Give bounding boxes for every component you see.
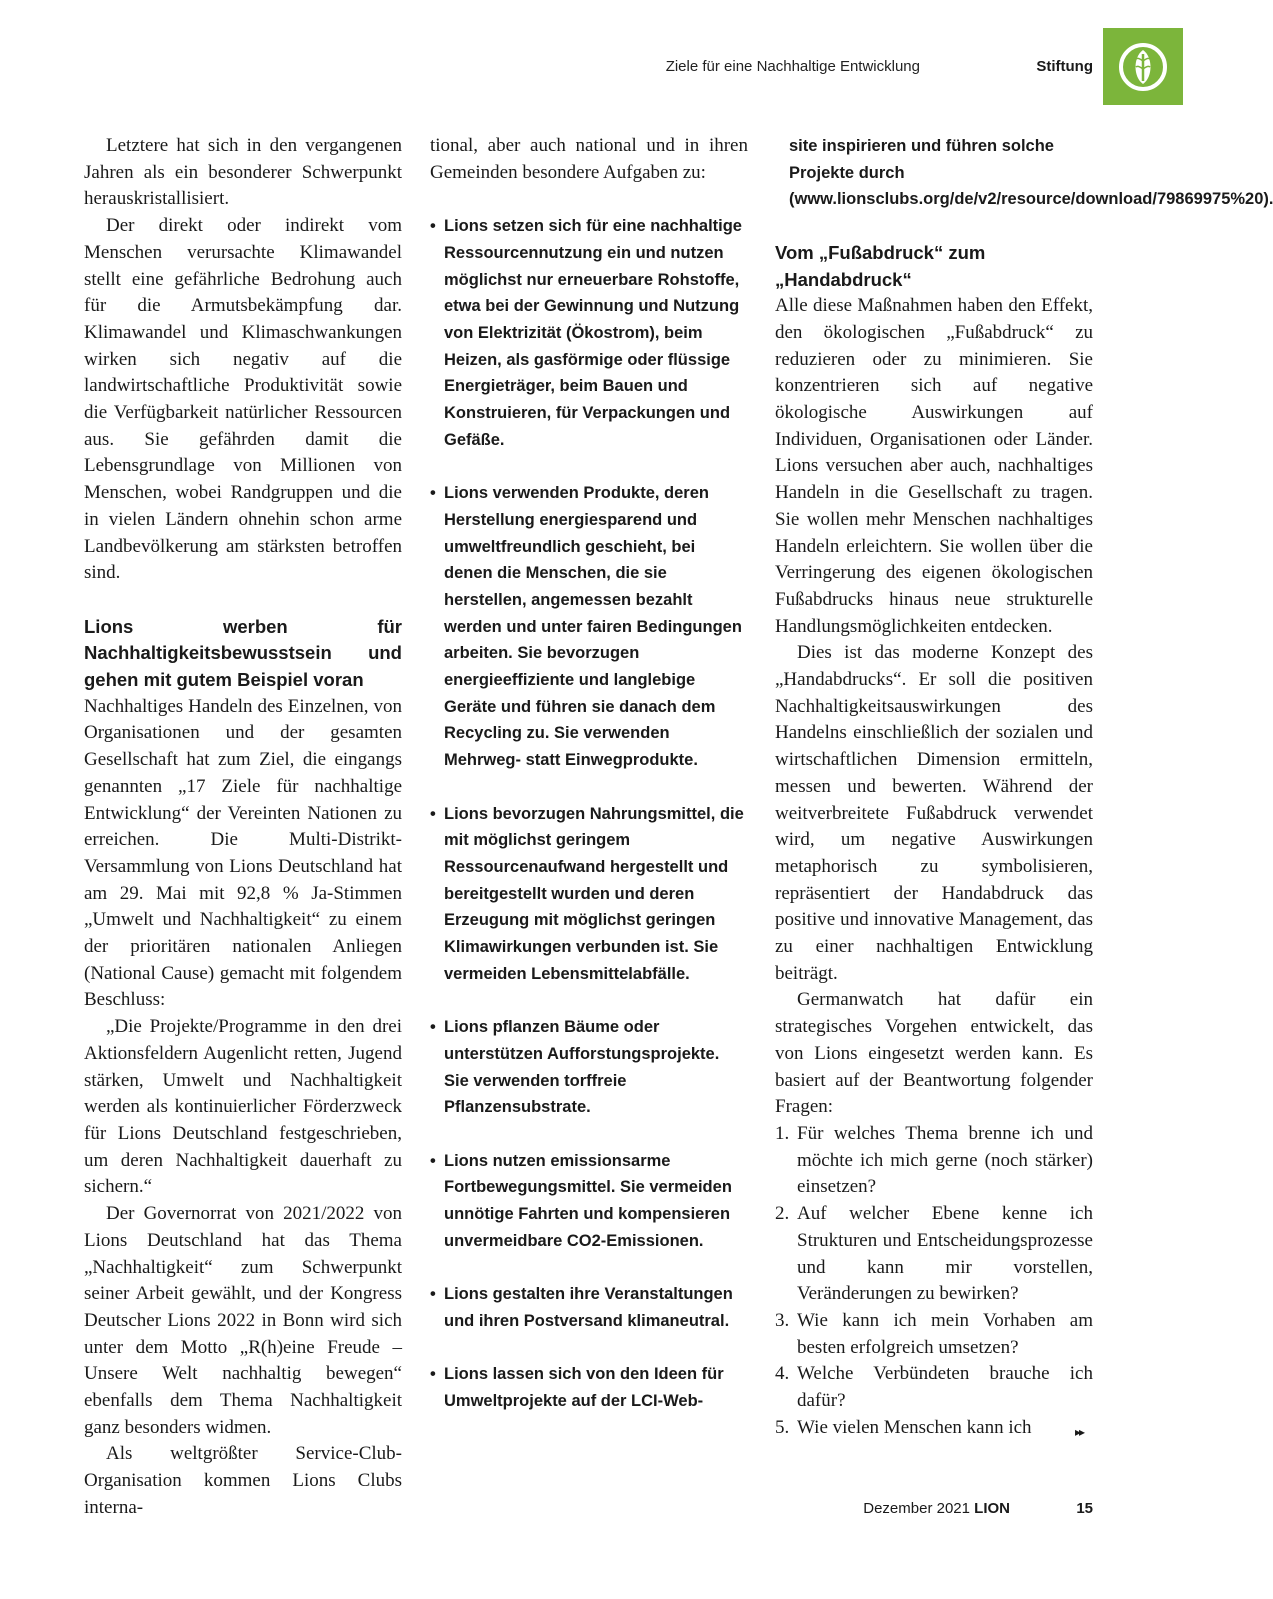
list-item: • Lions lassen sich von den Ideen für Umweltprojekte auf der LCI-Web- — [430, 1361, 748, 1414]
commitments-list — [430, 213, 748, 1415]
footer-issue — [770, 1500, 1010, 1517]
section-logo — [1103, 28, 1183, 105]
body-paragraph: Der Governorrat von 2021/2022 von Lions Deutschland hat das Thema „Nachhaltigkeit“ zum Schwerpunkt seiner Arbeit gewählt, und der Kongress Deutscher Lions 2022 in Bonn wird sich unter dem Motto „R(h)eine Freude – Unsere Welt nachhaltig bewegen“ ebenfalls dem Thema Nachhaltigkeit ganz besonders widmen. — [84, 1203, 402, 1438]
question-item: 4. Welche Verbündeten brauche ich dafür? — [775, 1363, 1093, 1412]
list-item: • Lions setzen sich für eine nachhaltige Ressourcennutzung ein und nutzen möglichst nur erneuerbare Rohstoffe, etwa bei der Gewinnung und Nutzung von Elektrizität (Ökostrom), beim Heizen, als gasförmige oder flüssige Energieträger, beim Bauen und Konstruieren, für Verpackungen und Gefäße. — [430, 213, 748, 453]
page-number: 15 — [1076, 1500, 1093, 1517]
issue-date: Dezember 2021 — [863, 1500, 970, 1517]
list-item-continuation: site inspirieren und führen solche Projekte durch (www.lionsclubs.org/de/v2/resource/download/79869975%20). — [789, 137, 1273, 209]
question-item: 1. Für welches Thema brenne ich und möchte ich mich gerne (noch stärker) einsetzen? — [775, 1123, 1093, 1198]
section-heading: Lions werben für Nachhaltigkeitsbewusstsein und gehen mit gutem Beispiel voran — [84, 615, 402, 691]
body-paragraph: Als weltgrößter Service-Club-Organisation kommen Lions Clubs interna- — [84, 1443, 402, 1518]
body-paragraph: Nachhaltiges Handeln des Einzelnen, von Organisationen und der gesamten Gesellschaft hat zum Ziel, die eingangs genannten „17 Ziele für nachhaltige Entwicklung“ der Vereinten Nationen zu erreichen. Die Multi-Distrikt-Versammlung von Lions Deutschland hat am 29. Mai mit 92,8 % Ja-Stimmen „Umwelt und Nachhaltigkeit“ zu einem der prioritären nationalen Anliegen (National Cause) gemacht mit folgendem Beschluss: — [84, 695, 402, 1011]
column-1 — [84, 133, 402, 1522]
question-item: 2. Auf welcher Ebene kenne ich Strukturen und Entscheidungsprozesse und kann mir vorstellen, Veränderungen zu bewirken? — [775, 1203, 1093, 1305]
column-2 — [430, 133, 748, 1415]
section-heading: Vom „Fußabdruck“ zum „Handabdruck“ — [775, 241, 986, 290]
body-paragraph: Letztere hat sich in den vergangenen Jahren als ein besonderer Schwerpunkt herauskristallisiert. — [84, 135, 402, 210]
list-item: • Lions gestalten ihre Veranstaltungen und ihren Postversand klimaneutral. — [430, 1281, 748, 1334]
body-paragraph: Dies ist das moderne Konzept des „Handabdrucks“. Er soll die positiven Nachhaltigkeitsauswirkungen des Handelns einschließlich der sozialen und wirtschaftlichen Dimension ermitteln, messen und bewerten. Während der weitverbreitete Fußabdruck verwendet wird, um negative Auswirkungen metaphorisch zu symbolisieren, repräsentiert der Handabdruck das positive und innovative Management, das zu einer nachhaltigen Entwicklung beiträgt. — [775, 642, 1093, 984]
question-item: 3. Wie kann ich mein Vorhaben am besten erfolgreich umsetzen? — [775, 1309, 1093, 1358]
body-paragraph: Alle diese Maßnahmen haben den Effekt, den ökologischen „Fußabdruck“ zu reduzieren oder zu minimieren. Sie konzentrieren sich auf negative ökologische Auswirkungen auf Individuen, Organisationen oder Länder. Lions versuchen aber auch, nachhaltiges Handeln in die Gesellschaft zu tragen. Sie wollen mehr Menschen nachhaltiges Handeln erleichtern. Sie wollen über die Verringerung des eigenen ökologischen Fußabdrucks hinaus neue strukturelle Handlungsmöglichkeiten entdecken. — [775, 295, 1093, 637]
list-item: • Lions verwenden Produkte, deren Herstellung energiesparend und umweltfreundlich geschieht, bei denen die Menschen, die sie herstellen, angemessen bezahlt werden und unter fairen Bedingungen arbeiten. Sie bevorzugen energieeffiziente und langlebige Geräte und führen sie danach dem Recycling zu. Sie verwenden Mehrweg- statt Einwegprodukte. — [430, 480, 748, 774]
body-paragraph: Germanwatch hat dafür ein strategisches Vorgehen entwickelt, das von Lions eingesetzt werden kann. Es basiert auf der Beantwortung folgender Fragen: — [775, 989, 1093, 1118]
question-item: 5. Wie vielen Menschen kann ich — [775, 1416, 1032, 1438]
column-3 — [775, 133, 1273, 1441]
lions-leaf-icon — [1117, 41, 1169, 93]
body-paragraph: Der direkt oder indirekt vom Menschen verursachte Klimawandel stellt eine gefährliche Bedrohung auch für die Armutsbekämpfung dar. Klimawandel und Klimaschwankungen wirken sich negativ auf die landwirtschaftliche Produktivität sowie die Verfügbarkeit natürlicher Ressourcen aus. Sie gefährden damit die Lebensgrundlage von Millionen von Menschen, wobei Randgruppen und die in vielen Ländern ohnehin schon arme Landbevölkerung am stärksten betroffen sind. — [84, 215, 402, 584]
magazine-name: LION — [974, 1500, 1010, 1517]
list-item: • Lions nutzen emissionsarme Fortbewegungsmittel. Sie vermeiden unnötige Fahrten und kompensieren unvermeidbare CO2-Emissionen. — [430, 1148, 748, 1255]
list-item: • Lions bevorzugen Nahrungsmittel, die mit möglichst geringem Ressourcenaufwand hergestellt und bereitgestellt wurden und deren Erzeugung mit möglichst geringen Klimawirkungen verbunden ist. Sie vermeiden Lebensmittelabfälle. — [430, 801, 748, 988]
section-label: Stiftung — [1036, 58, 1093, 75]
quote-paragraph: „Die Projekte/Programme in den drei Aktionsfeldern Augenlicht retten, Jugend stärken, Umwelt und Nachhaltigkeit werden als kontinuierlicher Förderzweck für Lions Deutschland festgeschrieben, um deren Nachhaltigkeit dauerhaft zu sichern.“ — [84, 1016, 402, 1198]
body-paragraph: tional, aber auch national und in ihren Gemeinden besondere Aufgaben zu: — [430, 135, 748, 183]
running-header-title: Ziele für eine Nachhaltige Entwicklung — [665, 58, 920, 75]
list-item: • Lions pflanzen Bäume oder unterstützen Aufforstungsprojekte. Sie verwenden torffreie Pflanzensubstrate. — [430, 1014, 748, 1121]
continue-arrows-icon: ▸▸ — [1075, 1425, 1084, 1439]
questions-list — [775, 1121, 1093, 1441]
